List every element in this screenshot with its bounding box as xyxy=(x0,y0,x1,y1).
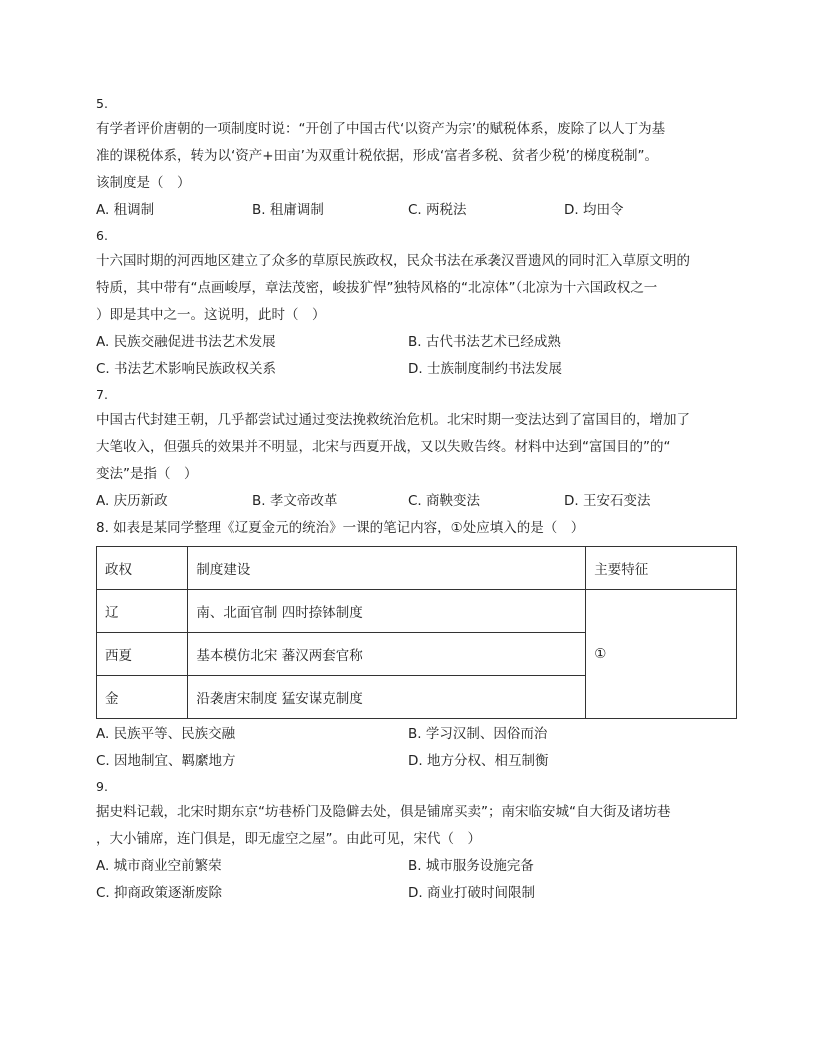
question-5 xyxy=(96,92,738,224)
option-d[interactable]: D. 商业打破时间限制 xyxy=(408,885,535,901)
option-a[interactable]: A. 民族平等、民族交融 xyxy=(96,726,236,742)
option-d[interactable]: D. 均田令 xyxy=(564,202,624,218)
question-7 xyxy=(96,383,738,515)
option-b[interactable]: B. 古代书法艺术已经成熟 xyxy=(408,334,561,350)
option-row xyxy=(96,748,738,775)
question-9 xyxy=(96,775,738,907)
notes-table xyxy=(96,546,737,719)
option-row xyxy=(96,356,738,383)
option-c[interactable]: C. 抑商政策逐渐废除 xyxy=(96,885,223,901)
option-b[interactable]: B. 孝文帝改革 xyxy=(252,493,338,509)
option-c[interactable]: C. 因地制宜、羁縻地方 xyxy=(96,753,236,769)
option-d[interactable]: D. 士族制度制约书法发展 xyxy=(408,361,562,377)
table-cell-system: 沿袭唐宋制度 猛安谋克制度 xyxy=(188,676,586,719)
option-a[interactable]: A. 租调制 xyxy=(96,202,155,218)
question-stem-line: 中国古代封建王朝，几乎都尝试过通过变法挽救统治危机。北宋时期一变法达到了富国目的，增加了 xyxy=(96,412,690,428)
question-stem-line: 8. 如表是某同学整理《辽夏金元的统治》一课的笔记内容，①处应填入的是（ ） xyxy=(96,520,585,536)
option-a[interactable]: A. 民族交融促进书法艺术发展 xyxy=(96,334,276,350)
question-stem-line: 变法”是指（ ） xyxy=(96,466,198,482)
table-row xyxy=(97,590,737,633)
table-cell-regime: 辽 xyxy=(97,590,188,633)
option-a[interactable]: A. 城市商业空前繁荣 xyxy=(96,858,222,874)
question-stem-line: ）即是其中之一。这说明，此时（ ） xyxy=(96,307,326,323)
option-row xyxy=(96,721,738,748)
table-cell-feature-blank: ① xyxy=(586,590,737,719)
option-row xyxy=(96,197,738,224)
question-stem-line: 大笔收入，但强兵的效果并不明显，北宋与西夏开战，又以失败告终。材料中达到“富国目的”的“ xyxy=(96,439,671,455)
question-number: 5. xyxy=(96,96,108,111)
option-b[interactable]: B. 租庸调制 xyxy=(252,202,324,218)
option-c[interactable]: C. 书法艺术影响民族政权关系 xyxy=(96,361,277,377)
question-stem-line: 该制度是（ ） xyxy=(96,175,191,191)
table-header-cell: 政权 xyxy=(97,547,188,590)
question-stem-line: 准的课税体系，转为以‘资产+田亩’为双重计税依据，形成‘富者多税、贫者少税’的梯度税制”。 xyxy=(96,148,658,164)
option-row xyxy=(96,329,738,356)
option-b[interactable]: B. 学习汉制、因俗而治 xyxy=(408,726,548,742)
question-stem-line: 十六国时期的河西地区建立了众多的草原民族政权，民众书法在承袭汉晋遗风的同时汇入草原文明的 xyxy=(96,253,690,269)
table-header-row xyxy=(97,547,737,590)
question-stem-line: 有学者评价唐朝的一项制度时说：“开创了中国古代‘以资产为宗’的赋税体系，废除了以人丁为基 xyxy=(96,121,666,137)
question-number: 6. xyxy=(96,228,108,243)
option-a[interactable]: A. 庆历新政 xyxy=(96,493,168,509)
option-d[interactable]: D. 王安石变法 xyxy=(564,493,651,509)
table-header-cell: 主要特征 xyxy=(586,547,737,590)
question-stem-line: 据史料记载，北宋时期东京“坊巷桥门及隐僻去处，俱是铺席买卖”；南宋临安城“自大街及诸坊巷 xyxy=(96,804,671,820)
table-header-cell: 制度建设 xyxy=(188,547,586,590)
table-cell-system: 基本模仿北宋 蕃汉两套官称 xyxy=(188,633,586,676)
option-c[interactable]: C. 商鞅变法 xyxy=(408,493,481,509)
table-cell-regime: 金 xyxy=(97,676,188,719)
option-row xyxy=(96,880,738,907)
option-row xyxy=(96,853,738,880)
option-b[interactable]: B. 城市服务设施完备 xyxy=(408,858,534,874)
question-8 xyxy=(96,515,738,775)
question-number: 9. xyxy=(96,779,108,794)
question-stem-line: ，大小铺席，连门俱是，即无虚空之屋”。由此可见，宋代（ ） xyxy=(96,831,481,847)
question-stem-line: 特质，其中带有“点画峻厚，章法茂密，峻拔犷悍”独特风格的“北凉体”（北凉为十六国政权之一 xyxy=(96,280,658,296)
option-d[interactable]: D. 地方分权、相互制衡 xyxy=(408,753,549,769)
question-6 xyxy=(96,224,738,383)
table-cell-regime: 西夏 xyxy=(97,633,188,676)
exam-page xyxy=(96,92,738,907)
option-c[interactable]: C. 两税法 xyxy=(408,202,467,218)
table-cell-system: 南、北面官制 四时捺钵制度 xyxy=(188,590,586,633)
question-number: 7. xyxy=(96,387,108,402)
option-row xyxy=(96,488,738,515)
